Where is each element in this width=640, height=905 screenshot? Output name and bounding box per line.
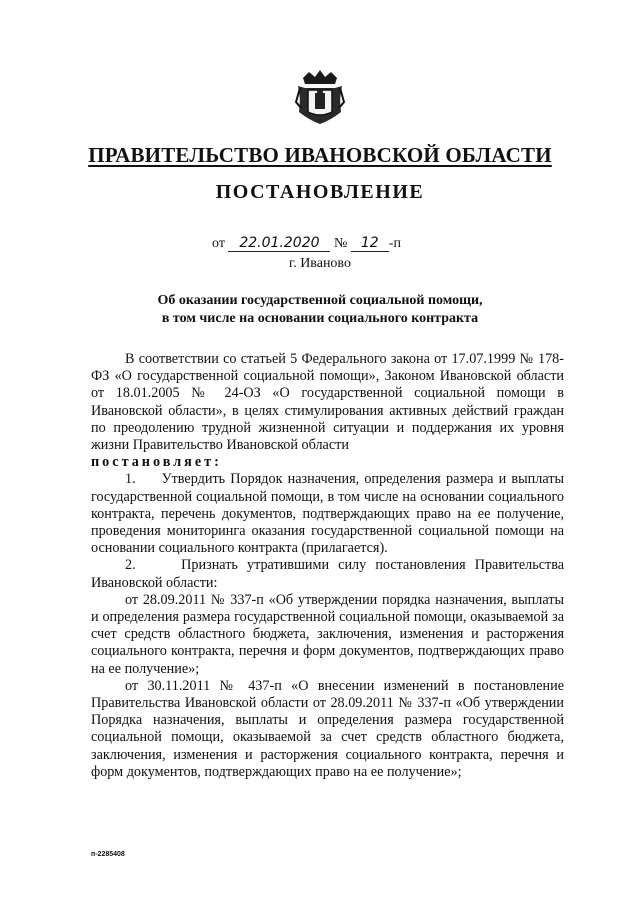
subject-line-2: в том числе на основании социального контракта [161, 311, 479, 326]
intro-paragraph [91, 351, 564, 454]
handwritten-number: 12 [351, 235, 389, 252]
city-name: г. Иваново [289, 256, 351, 271]
item-2-paragraph: 2. Признать утратившими силу постановления Правительства Ивановской области: [91, 557, 564, 591]
intro-text: В соответствии со статьей 5 Федерального закона от 17.07.1999 № 178-ФЗ «О государственной социальной помощи», Законом Ивановской области от 18.01.2005 № 24-ОЗ «О государственной социальной помощи в Ивановской области», в целях стимулирования активных действий граждан по преодолению трудной жизненной ситуации и поддержания их уровня жизни Правительство Ивановской области [91, 351, 564, 454]
decree-title: ПОСТАНОВЛЕНИЕ [215, 181, 425, 203]
date-prefix: от [212, 236, 225, 251]
government-title: ПРАВИТЕЛЬСТВО ИВАНОВСКОЙ ОБЛАСТИ [88, 143, 552, 167]
decides-word: постановляет: [91, 454, 222, 471]
sub-item-1-paragraph: от 28.09.2011 № 337-п «Об утверждении порядка назначения, выплаты и определения размера государственной социальной помощи, оказываемой за счет средств областного бюджета, заключения, изменения и расторжения социального контракта, перечня и форм документов, подтверждающих право на ее получение»; [91, 591, 564, 677]
decides-line [91, 454, 564, 471]
number-suffix: -п [388, 236, 401, 251]
coat-of-arms-emblem [295, 68, 345, 126]
item-1-paragraph: 1. Утвердить Порядок назначения, определения размера и выплаты государственной социальной помощи, в том числе на основании социального контракта, перечень документов, подтверждающих право на ее получение, проведения мониторинга оказания государственной социальной помощи на основании социального контракта (прилагается). [91, 471, 564, 557]
handwritten-date: 22.01.2020 [228, 235, 330, 252]
date-number-line [212, 235, 401, 252]
document-code: п-2285408 [91, 851, 125, 858]
decree-body [91, 351, 564, 781]
subject-line-1: Об оказании государственной социальной помощи, [157, 293, 483, 308]
decree-subject [0, 292, 640, 328]
number-prefix: № [333, 236, 348, 251]
sub-item-2-paragraph: от 30.11.2011 № 437-п «О внесении изменений в постановление Правительства Ивановской области от 28.09.2011 № 337-п «Об утверждении Порядка назначения, выплаты и определения размера государственной социальной помощи, оказываемой за счет средств областного бюджета, заключения, изменения и расторжения социального контракта, перечня и форм документов, подтверждающих право на ее получение»; [91, 677, 564, 780]
